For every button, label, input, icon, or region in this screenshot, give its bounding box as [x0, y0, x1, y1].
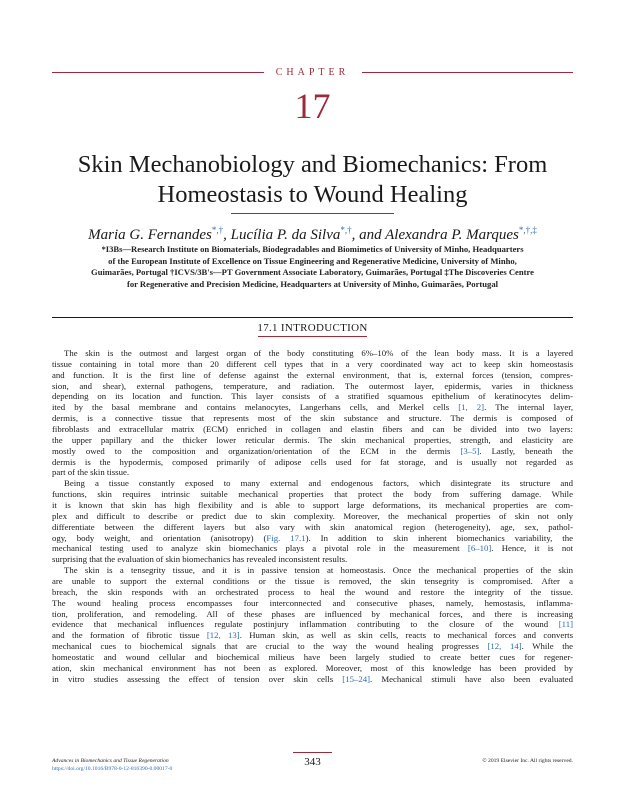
citation-link[interactable]: [12, 13]	[206, 630, 240, 641]
body-line: The wound healing process encompasses four interconnected and consecutive phases, namely, hemostasis, inflamma-	[52, 597, 573, 608]
author-affiliation-mark[interactable]: *,†	[211, 225, 224, 235]
body-line: functions, skin requires intrinsic suitable mechanical properties that protect the body from suffering damage. While	[52, 489, 573, 500]
body-line: ogy, body weight, and orientation (anisotropy) (Fig. 17.1). In addition to skin inherent biomechanics variability, the	[52, 532, 573, 543]
body-line: homeostatic and wound cellular and biochemical milieus have been largely studied to create better cues for regener-	[52, 652, 573, 663]
body-line: sion, and shear), external pathogens, temperature, and radiation. The outermost layer, epidermis, varies in thickness	[52, 380, 573, 391]
body-line: and function. It is the first line of defense against the external environment, that is, external forces (tension, compres-	[52, 369, 573, 380]
body-line: Being a tissue constantly exposed to many external and endogenous factors, which disintegrate its structure and	[64, 478, 573, 489]
chapter-title	[30, 150, 595, 210]
author-affiliation-mark[interactable]: *,†,‡	[518, 225, 537, 235]
body-line: part of the skin tissue.	[52, 467, 130, 478]
body-line: breach, the skin responds with an orchestrated process to heal the wound and restore the integrity of the tissue.	[52, 586, 573, 597]
citation-link[interactable]: [3–5]	[460, 445, 480, 456]
body-line: fibroblasts and extracellular matrix (ECM) enriched in collagen and elastin fibers and can be divided into two layers:	[52, 424, 573, 435]
section-rule	[52, 317, 573, 318]
affiliations	[58, 244, 567, 291]
affiliation-line: for Regenerative and Precision Medicine, Headquarters at University of Minho, Guimarães, Portugal	[126, 279, 499, 290]
body-line: in vitro studies assessing the effect of tension over skin cells [15–24]. Mechanical stimuli have also been evaluated	[52, 673, 573, 684]
title-line-2: Homeostasis to Wound Healing	[157, 181, 468, 208]
title-rule	[231, 213, 394, 214]
author-separator: , and	[351, 227, 386, 243]
chapter-number: 17	[294, 86, 331, 126]
body-line: ited by the basal membrane and contains melanocytes, Langerhans cells, and Merkel cells [1, 2]. The internal layer,	[52, 402, 573, 413]
body-line: ation, skin mechanical environment has not been as explored. Moreover, most of this knowledge has been provided by	[52, 662, 573, 673]
section-rule-bottom	[258, 336, 367, 337]
body-line: mostly owed to the composition and organization/orientation of the ECM in the dermis [3–5]. Lastly, beneath the	[52, 445, 573, 456]
body-line: it is known that skin has high flexibility and is able to support large deformations, its mechanical properties are com-	[52, 500, 573, 511]
citation-link[interactable]: [6–10]	[467, 543, 492, 554]
citation-link[interactable]: [11]	[558, 619, 573, 630]
citation-link[interactable]: [12, 14]	[487, 641, 522, 652]
author-name: Maria G. Fernandes	[88, 227, 212, 243]
body-line: surprising that the evaluation of skin biomechanics has revealed inconsistent results.	[52, 554, 348, 565]
body-line: and the formation of fibrotic tissue [12, 13]. Human skin, as well as skin cells, reacts to mechanical forces and converts	[52, 630, 573, 641]
body-line: evidence that mechanical influences regulate postinjury inflammation contributing to the closure of the wound [11]	[52, 619, 573, 630]
body-line: The skin is a tensegrity tissue, and it is in passive tension at homeostasis. Once the mechanical properties of the skin	[64, 565, 573, 576]
author-name: Alexandra P. Marques	[385, 227, 519, 243]
page-number: 343	[304, 756, 321, 768]
body-line: mechanical cues to biochemical signals that are crucial to the way the wound healing progresses [12, 14]. While the	[52, 641, 573, 652]
author-name: Lucília P. da Silva	[230, 227, 341, 243]
body-line: are unable to support the external conditions or the tissue is removed, the skin tensegrity is compromised. After a	[52, 576, 573, 587]
affiliation-line: *I3Bs—Research Institute on Biomaterials, Biodegradables and Biomimetics of University of Minho, Headquarters	[101, 244, 524, 254]
title-line-1: Skin Mechanobiology and Biomechanics: From	[77, 151, 548, 178]
footer-rule	[293, 752, 332, 753]
author-list	[30, 220, 595, 245]
citation-link[interactable]: [15–24]	[342, 673, 370, 684]
chapter-label: CHAPTER	[275, 67, 350, 78]
body-line: The skin is the outmost and largest organ of the body constituting 6%–10% of the lean body mass. It is a layered	[64, 348, 573, 358]
doi-link[interactable]: https://doi.org/10.1016/B978-0-12-816390-0.00017-0	[52, 765, 173, 772]
copyright-notice: © 2019 Elsevier Inc. All rights reserved.	[482, 758, 573, 764]
affiliation-line: Guimarães, Portugal †ICVS/3B's—PT Government Associate Laboratory, Guimarães, Portugal ‡The Discoveries Centre	[91, 267, 534, 278]
body-line: differentiate between the different layers but also vary with skin anatomical region (heterogeneity), age, sex, pathol-	[52, 521, 573, 532]
affiliation-line: of the European Institute of Excellence on Tissue Engineering and Regenerative Medicine, University of Minho,	[108, 255, 517, 266]
book-title: Advances in Biomechanics and Tissue Regeneration	[52, 758, 169, 764]
body-line: plex and difficult to describe or predict due to skin complexity. Moreover, the mechanical properties of skin not only	[52, 510, 573, 521]
author-affiliation-mark[interactable]: *,†	[340, 225, 352, 235]
body-line: depending on its location and function. This layer consists of a stratified squamous epithelium of keratinocytes delim-	[52, 391, 573, 402]
author-separator: ,	[223, 227, 231, 243]
citation-link[interactable]: [1, 2]	[458, 402, 485, 413]
body-line: the upper papillary and the thicker lower reticular dermis. The skin mechanical properties, strength, and elasticity are	[52, 434, 573, 445]
section-heading: 17.1 INTRODUCTION	[257, 322, 368, 334]
body-line: mechanical testing used to analyze skin biomechanics plays a pivotal role in the measurement [6–10]. Hence, it is not	[52, 543, 573, 554]
chapter-rule-right	[362, 72, 573, 73]
body-line: dermis is the hypodermis, composed primarily of adipose cells used for fat storage, and is usually not regarded as	[52, 456, 573, 467]
footer-source	[52, 758, 172, 773]
body-line: tion, proliferation, and remodeling. All of these phases are influenced by mechanical forces, and there is increasing	[52, 608, 573, 619]
body-line: tissue containing in total more than 20 different cell types that in a very coordinated way act to keep skin homeostasis	[52, 358, 573, 369]
body-text	[52, 348, 573, 685]
body-line: dermis, is a connective tissue that represents most of the skin substance and structure. The dermis is composed of	[52, 413, 573, 424]
figure-reference[interactable]: Fig. 17.1	[266, 532, 306, 543]
